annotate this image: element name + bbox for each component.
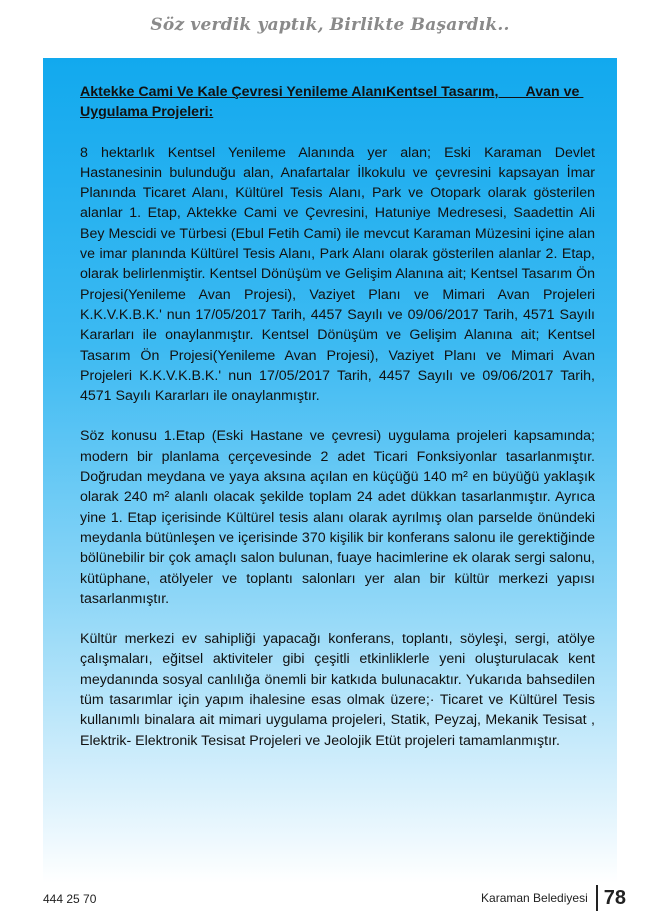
footer-page-info xyxy=(481,884,626,912)
footer-phone: 444 25 70 xyxy=(43,892,97,906)
section-heading: Aktekke Cami Ve Kale Çevresi Yenileme AlanıKentsel Tasarım, Avan ve Uygulama Projeleri: xyxy=(80,84,584,121)
footer-organization: Karaman Belediyesi xyxy=(481,891,588,905)
paragraph-3: Kültür merkezi ev sahipliği yapacağı konferans, toplantı, söyleşi, sergi, atölye çalışmaları, eğitsel aktiviteler gibi çeşitli etkinliklerle yeni oluşturulacak kent meydanında sosyal canlılığa önemli bir katkıda bulunacaktır. Yukarıda bahsedilen tüm tasarımlar için yapım ihalesine esas olmak üzere;· Ticaret ve Kültürel Tesis kullanımlı binalara ait mimari uygulama projeleri, Statik, Peyzaj, Mekanik Tesisat , Elektrik- Elektronik Tesisat Projeleri ve Jeolojik Etüt projeleri tamamlanmıştır. xyxy=(80,631,595,749)
footer-divider xyxy=(596,885,598,911)
header-slogan: Söz verdik yaptık, Birlikte Başardık.. xyxy=(150,15,510,35)
page-number: 78 xyxy=(603,886,626,909)
paragraph-1: 8 hektarlık Kentsel Yenileme Alanında yer alan; Eski Karaman Devlet Hastanesinin bulunduğu alan, Anafartalar İlkokulu ve çevresini kapsayan İmar Planında Ticaret Alanı, Kültürel Tesis Alanı, Park ve Otopark olarak gösterilen alanlar 1. Etap, Aktekke Cami ve Çevresini, Hatuniye Medresesi, Saadettin Ali Bey Mescidi ve Türbesi (Ebul Fetih Cami) ile mevcut Karaman Müzesini içine alan ve imar planında Kültürel Tesis Alanı, Park Alanı olarak gösterilen alanlar 2. Etap, olarak belirlenmiştir. Kentsel Dönüşüm ve Gelişim Alanına ait; Kentsel Tasarım Ön Projesi(Yenileme Avan Projesi), Vaziyet Planı ve Mimari Avan Projeleri K.K.V.K.B.K.' nun 17/05/2017 Tarih, 4457 Sayılı ve 09/06/2017 Tarih, 4571 Sayılı Kararları ile onaylanmıştır. Kentsel Dönüşüm ve Gelişim Alanına ait; Kentsel Tasarım Ön Projesi(Yenileme Avan Projesi), Vaziyet Planı ve Mimari Avan Projeleri K.K.V.K.B.K.' nun 17/05/2017 Tarih, 4457 Sayılı ve 09/06/2017 Tarih, 4571 Sayılı Kararları ile onaylanmıştır. xyxy=(80,144,595,405)
article-body xyxy=(80,82,595,771)
paragraph-2: Söz konusu 1.Etap (Eski Hastane ve çevresi) uygulama projeleri kapsamında; modern bir planlama çerçevesinde 2 adet Ticari Fonksiyonlar tasarlanmıştır. Doğrudan meydana ve yaya aksına açılan en küçüğü 140 m² en büyüğü yaklaşık olarak 240 m² alanlı olacak şekilde toplam 24 adet dükkan tasarlanmıştır. Ayrıca yine 1. Etap içerisinde Kültürel tesis alanı olarak ayrılmış olan parselde önündeki meydanla bütünleşen ve içerisinde 370 kişilik bir konferans salonu ile gerektiğinde bölünebilir bir çok amaçlı salon bulunan, fuaye hacimlerine ek olarak sergi salonu, kütüphane, atölyeler ve toplantı salonları yer alan bir kültür merkezi yapısı tasarlanmıştır. xyxy=(80,428,595,607)
page-header xyxy=(0,0,660,60)
